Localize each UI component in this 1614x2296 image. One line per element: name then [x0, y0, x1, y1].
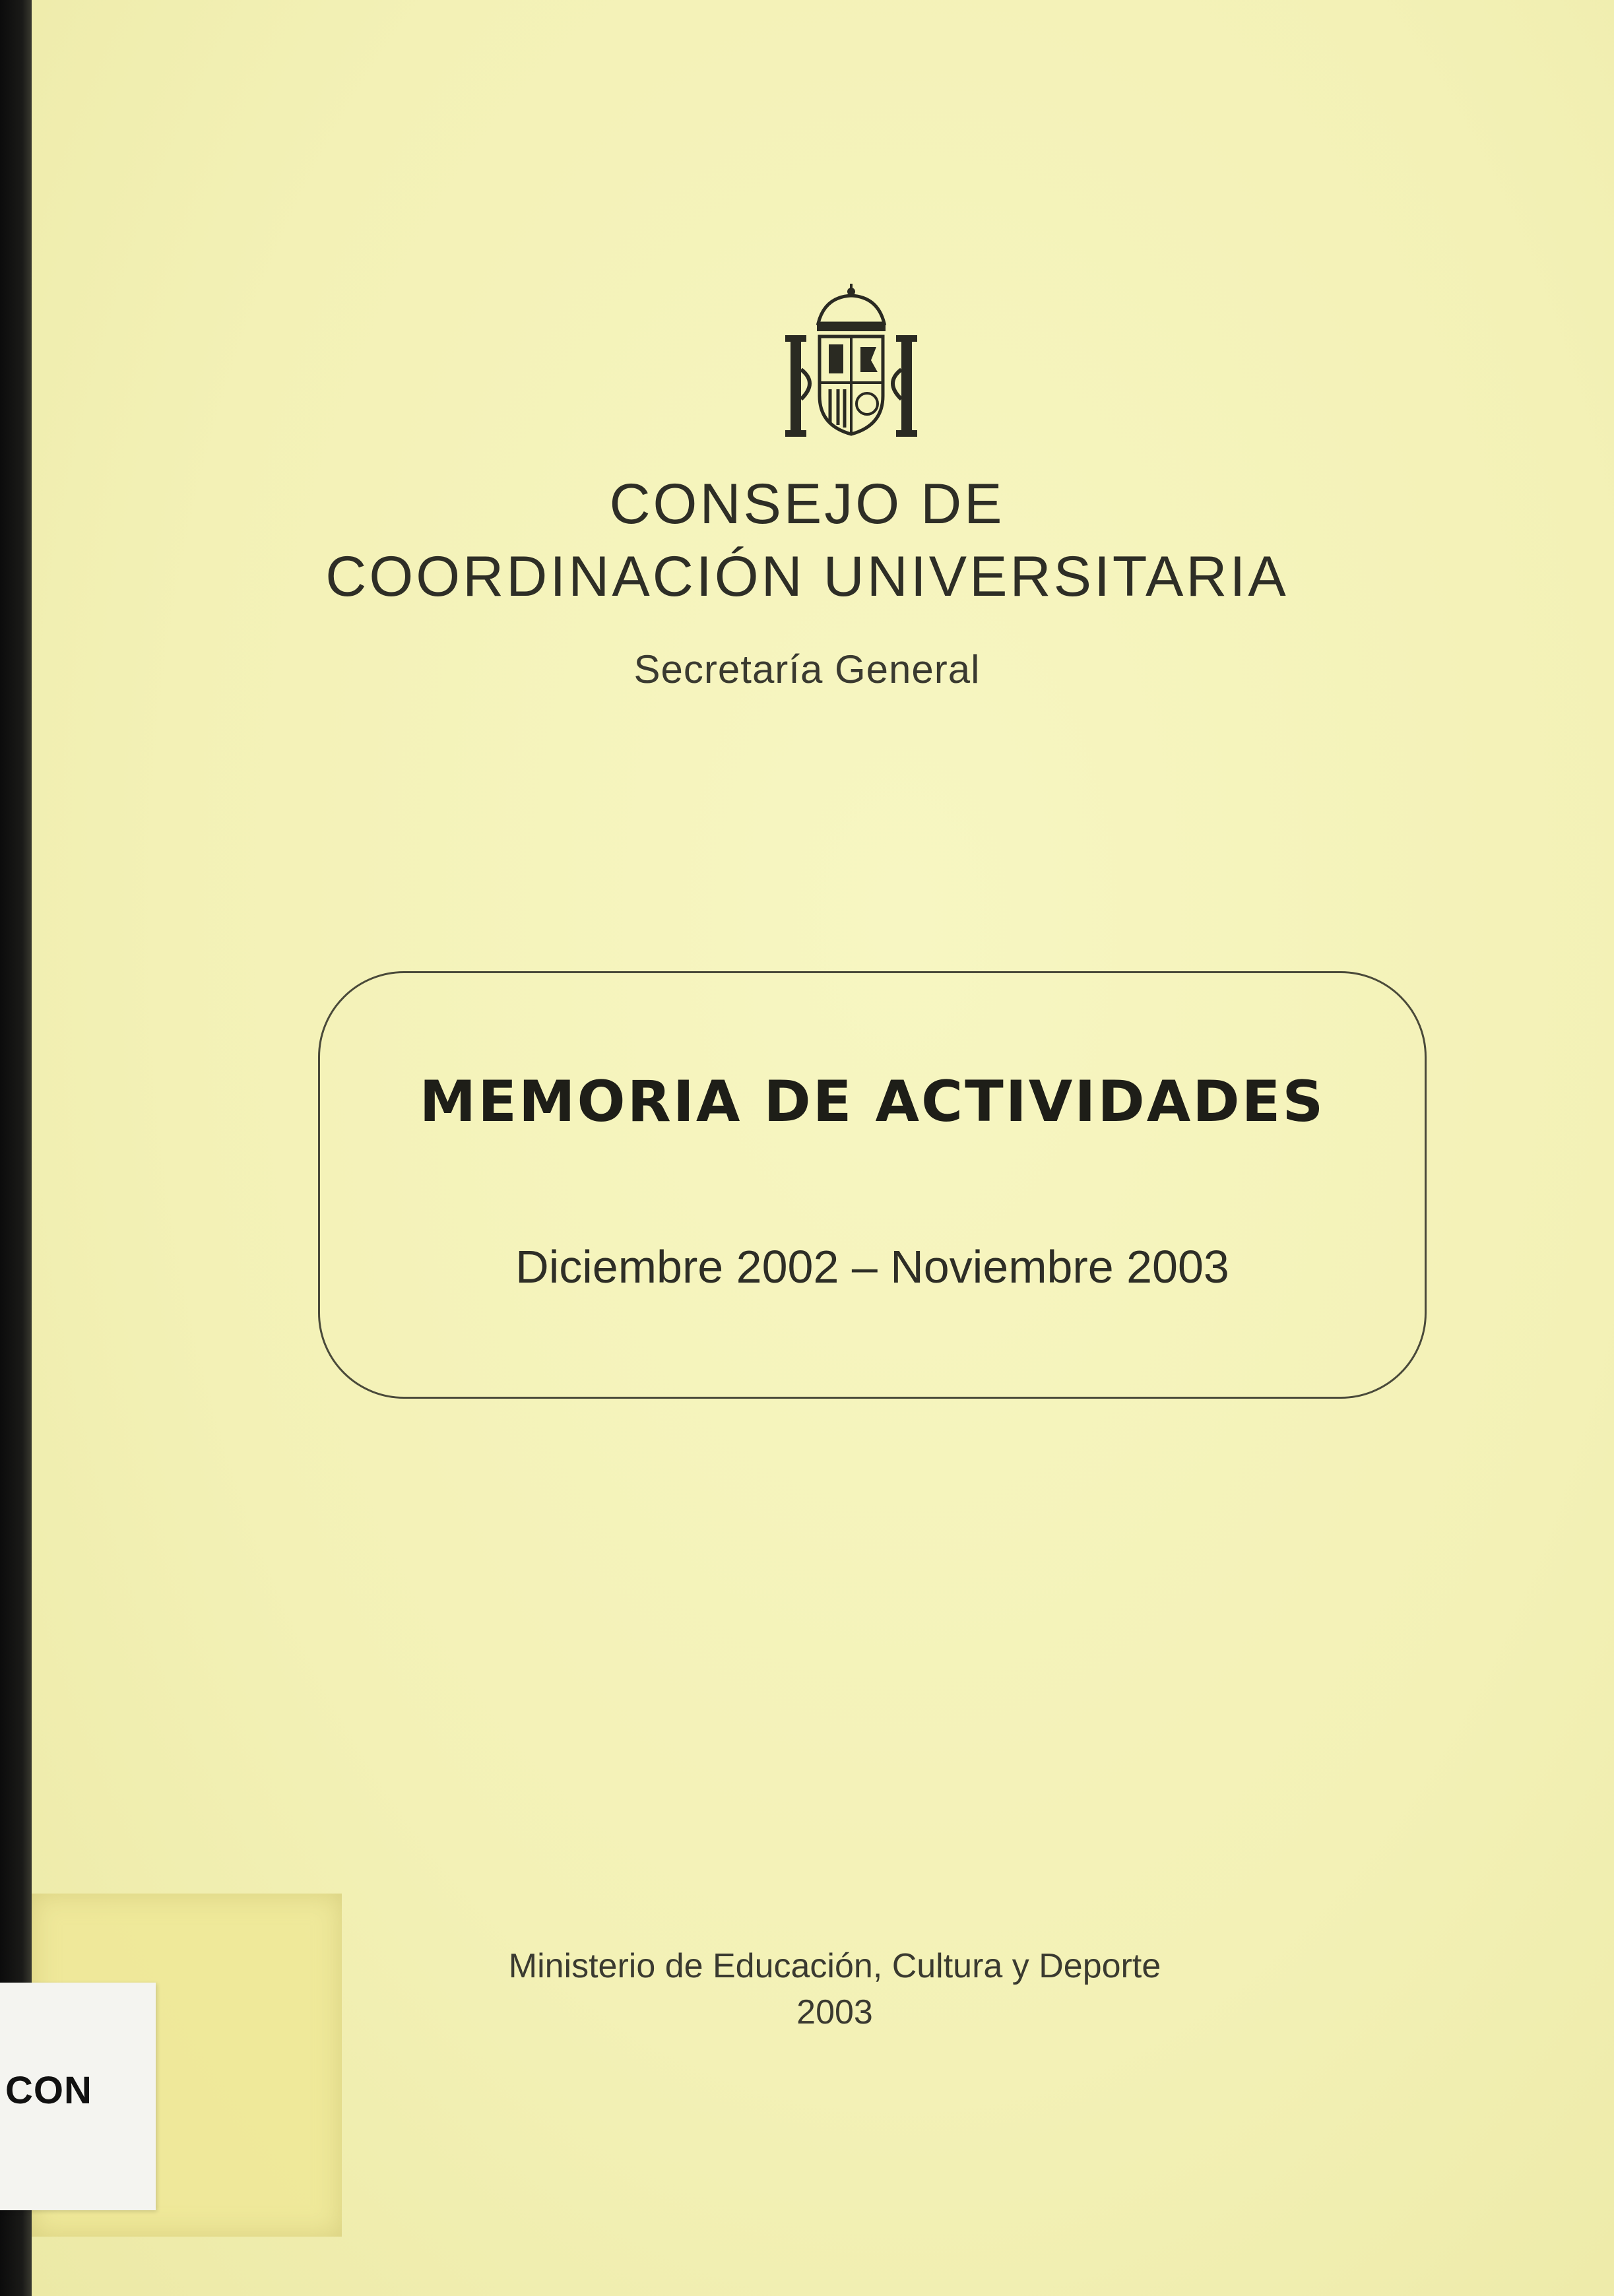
document-title: MEMORIA DE ACTIVIDADES [419, 1069, 1326, 1135]
org-name-line-2: COORDINACIÓN UNIVERSITARIA [325, 545, 1289, 608]
publisher-name: Ministerio de Educación, Cultura y Deporte [508, 1947, 1161, 1985]
spanish-coat-of-arms-icon [779, 284, 924, 442]
publication-year: 2003 [796, 1993, 873, 2031]
document-period: Diciembre 2002 – Noviembre 2003 [515, 1241, 1229, 1292]
library-call-number: CON [5, 2069, 92, 2112]
org-subtitle: Secretaría General [633, 647, 981, 691]
org-name-line-1: CONSEJO DE [609, 472, 1005, 536]
title-frame [318, 971, 1427, 1399]
